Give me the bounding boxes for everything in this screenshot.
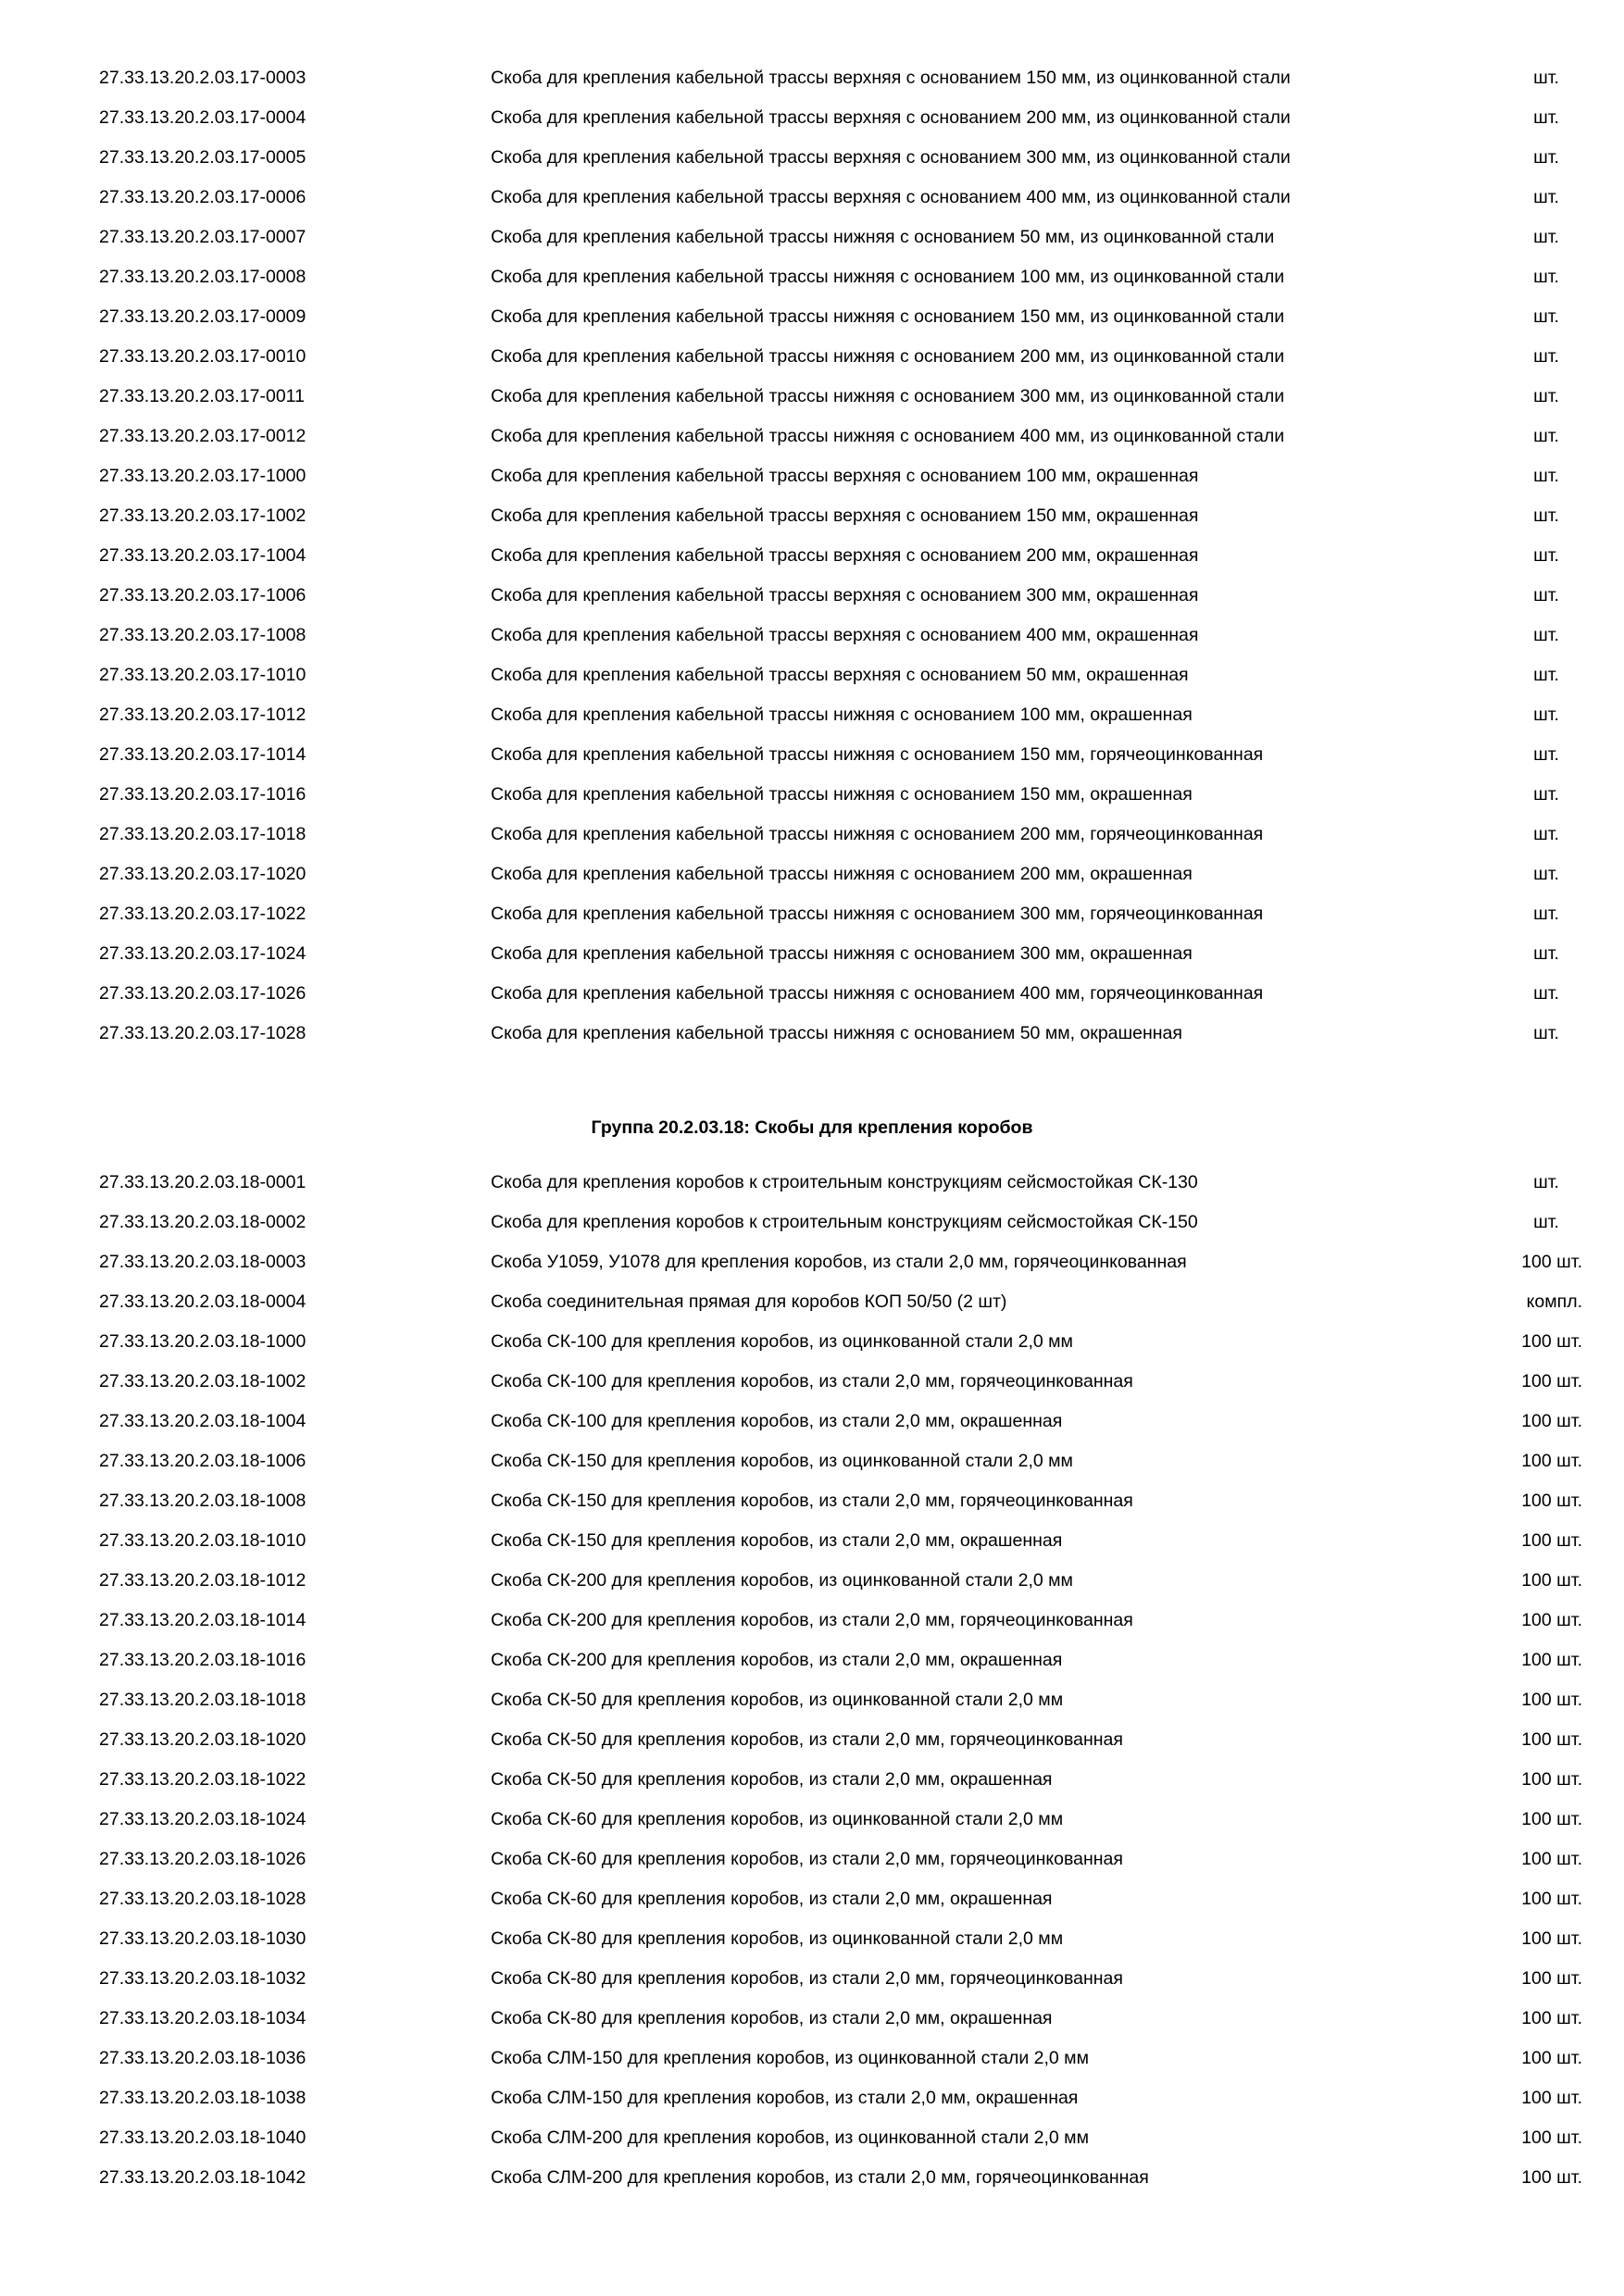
item-unit: шт.: [1533, 107, 1559, 128]
item-unit: 100 шт.: [1521, 1968, 1582, 1989]
table-row: [0, 2158, 1624, 2198]
table-row: [0, 934, 1624, 974]
item-code: 27.33.13.20.2.03.18-0001: [99, 1172, 306, 1192]
item-code: 27.33.13.20.2.03.18-1016: [99, 1650, 306, 1670]
item-name: Скоба для крепления кабельной трассы нижняя с основанием 200 мм, из оцинкованной стали: [491, 346, 1285, 367]
item-unit: шт.: [1533, 983, 1559, 1004]
item-code: 27.33.13.20.2.03.18-0004: [99, 1292, 306, 1312]
table-row: [0, 815, 1624, 855]
item-code: 27.33.13.20.2.03.17-0004: [99, 107, 306, 128]
table-row: [0, 1322, 1624, 1362]
item-name: Скоба СЛМ-150 для крепления коробов, из оцинкованной стали 2,0 мм: [491, 2048, 1089, 2068]
table-row: [0, 1282, 1624, 1322]
table-row: [0, 1481, 1624, 1521]
table-row: [0, 1760, 1624, 1800]
table-row: [0, 1362, 1624, 1402]
item-code: 27.33.13.20.2.03.17-1014: [99, 744, 306, 765]
table-row: [0, 98, 1624, 138]
table-row: [0, 218, 1624, 257]
item-unit: 100 шт.: [1521, 2088, 1582, 2108]
item-name: Скоба СК-50 для крепления коробов, из стали 2,0 мм, окрашенная: [491, 1769, 1053, 1790]
item-code: 27.33.13.20.2.03.18-1004: [99, 1411, 306, 1431]
group-heading: Группа 20.2.03.18: Скобы для крепления коробов: [591, 1117, 1033, 1138]
item-code: 27.33.13.20.2.03.17-0009: [99, 306, 306, 327]
item-code: 27.33.13.20.2.03.18-1024: [99, 1809, 306, 1829]
item-name: Скоба У1059, У1078 для крепления коробов, из стали 2,0 мм, горячеоцинкованная: [491, 1252, 1187, 1272]
table-row: [0, 1879, 1624, 1919]
item-code: 27.33.13.20.2.03.18-0002: [99, 1212, 306, 1232]
item-unit: шт.: [1533, 904, 1559, 924]
table-row: [0, 1680, 1624, 1720]
item-name: Скоба для крепления кабельной трассы нижняя с основанием 150 мм, горячеоцинкованная: [491, 744, 1264, 765]
item-unit: 100 шт.: [1521, 1809, 1582, 1829]
table-row: [0, 536, 1624, 576]
table-row: [0, 1402, 1624, 1441]
table-row: [0, 1521, 1624, 1561]
table-row: [0, 1441, 1624, 1481]
item-name: Скоба для крепления кабельной трассы нижняя с основанием 100 мм, из оцинкованной стали: [491, 267, 1285, 287]
item-code: 27.33.13.20.2.03.18-1042: [99, 2167, 306, 2188]
table-row: [0, 1999, 1624, 2039]
item-code: 27.33.13.20.2.03.17-1002: [99, 505, 306, 526]
item-name: Скоба для крепления кабельной трассы нижняя с основанием 200 мм, окрашенная: [491, 864, 1193, 884]
table-row: [0, 2039, 1624, 2078]
item-name: Скоба СК-150 для крепления коробов, из стали 2,0 мм, окрашенная: [491, 1530, 1063, 1551]
table-row: [0, 1561, 1624, 1601]
item-name: Скоба СК-80 для крепления коробов, из стали 2,0 мм, окрашенная: [491, 2008, 1053, 2028]
item-unit: 100 шт.: [1521, 1491, 1582, 1511]
item-name: Скоба для крепления кабельной трассы верхняя с основанием 200 мм, окрашенная: [491, 545, 1199, 566]
item-code: 27.33.13.20.2.03.18-1012: [99, 1570, 306, 1591]
item-code: 27.33.13.20.2.03.17-1004: [99, 545, 306, 566]
item-code: 27.33.13.20.2.03.17-0005: [99, 147, 306, 168]
item-name: Скоба СЛМ-150 для крепления коробов, из стали 2,0 мм, окрашенная: [491, 2088, 1079, 2108]
item-name: Скоба СК-80 для крепления коробов, из оцинкованной стали 2,0 мм: [491, 1928, 1064, 1949]
item-name: Скоба СК-200 для крепления коробов, из оцинкованной стали 2,0 мм: [491, 1570, 1073, 1591]
item-code: 27.33.13.20.2.03.18-1010: [99, 1530, 306, 1551]
item-name: Скоба для крепления кабельной трассы нижняя с основанием 400 мм, горячеоцинкованная: [491, 983, 1264, 1004]
item-name: Скоба СК-150 для крепления коробов, из стали 2,0 мм, горячеоцинкованная: [491, 1491, 1133, 1511]
item-code: 27.33.13.20.2.03.17-0011: [99, 386, 305, 406]
item-name: Скоба для крепления кабельной трассы верхняя с основанием 150 мм, окрашенная: [491, 505, 1199, 526]
item-code: 27.33.13.20.2.03.18-1026: [99, 1849, 306, 1869]
table-row: [0, 2118, 1624, 2158]
item-code: 27.33.13.20.2.03.18-1028: [99, 1889, 306, 1909]
item-unit: 100 шт.: [1521, 1928, 1582, 1949]
item-unit: шт.: [1533, 1212, 1559, 1232]
item-code: 27.33.13.20.2.03.17-1020: [99, 864, 306, 884]
item-unit: 100 шт.: [1521, 1769, 1582, 1790]
item-unit: 100 шт.: [1521, 1371, 1582, 1391]
item-unit: шт.: [1533, 1172, 1559, 1192]
item-name: Скоба СК-100 для крепления коробов, из стали 2,0 мм, горячеоцинкованная: [491, 1371, 1133, 1391]
item-code: 27.33.13.20.2.03.18-1002: [99, 1371, 306, 1391]
item-name: Скоба для крепления кабельной трассы нижняя с основанием 300 мм, окрашенная: [491, 943, 1193, 964]
item-name: Скоба для крепления кабельной трассы верхняя с основанием 300 мм, из оцинкованной стали: [491, 147, 1291, 168]
item-name: Скоба для крепления кабельной трассы верхняя с основанием 200 мм, из оцинкованной стали: [491, 107, 1291, 128]
table-row: [0, 695, 1624, 735]
item-name: Скоба для крепления кабельной трассы верхняя с основанием 150 мм, из оцинкованной стали: [491, 68, 1291, 88]
item-name: Скоба для крепления кабельной трассы верхняя с основанием 400 мм, окрашенная: [491, 625, 1199, 645]
item-name: Скоба для крепления кабельной трассы нижняя с основанием 150 мм, из оцинкованной стали: [491, 306, 1285, 327]
table-row: [0, 1720, 1624, 1760]
item-name: Скоба для крепления кабельной трассы нижняя с основанием 300 мм, из оцинкованной стали: [491, 386, 1285, 406]
item-code: 27.33.13.20.2.03.17-1022: [99, 904, 306, 924]
item-unit: 100 шт.: [1521, 1690, 1582, 1710]
item-name: Скоба для крепления кабельной трассы нижняя с основанием 400 мм, из оцинкованной стали: [491, 426, 1285, 446]
table-row: [0, 257, 1624, 297]
item-unit: компл.: [1526, 1292, 1582, 1312]
item-code: 27.33.13.20.2.03.17-1016: [99, 784, 306, 805]
item-unit: шт.: [1533, 505, 1559, 526]
table-row: [0, 138, 1624, 178]
item-unit: шт.: [1533, 187, 1559, 207]
table-row: [0, 337, 1624, 377]
item-code: 27.33.13.20.2.03.18-1014: [99, 1610, 306, 1630]
item-name: Скоба для крепления кабельной трассы верхняя с основанием 50 мм, окрашенная: [491, 665, 1189, 685]
item-code: 27.33.13.20.2.03.17-1006: [99, 585, 306, 605]
item-code: 27.33.13.20.2.03.17-1018: [99, 824, 306, 844]
item-code: 27.33.13.20.2.03.18-1000: [99, 1331, 306, 1352]
table-row: [0, 1601, 1624, 1641]
table-row: [0, 1840, 1624, 1879]
table-row: [0, 1203, 1624, 1242]
item-code: 27.33.13.20.2.03.17-0008: [99, 267, 306, 287]
item-code: 27.33.13.20.2.03.18-1020: [99, 1729, 306, 1750]
item-name: Скоба СК-100 для крепления коробов, из стали 2,0 мм, окрашенная: [491, 1411, 1063, 1431]
item-unit: 100 шт.: [1521, 1530, 1582, 1551]
item-name: Скоба для крепления кабельной трассы нижняя с основанием 50 мм, окрашенная: [491, 1023, 1182, 1043]
item-unit: шт.: [1533, 705, 1559, 725]
item-unit: шт.: [1533, 68, 1559, 88]
item-name: Скоба для крепления кабельной трассы верхняя с основанием 300 мм, окрашенная: [491, 585, 1199, 605]
item-unit: 100 шт.: [1521, 2167, 1582, 2188]
item-code: 27.33.13.20.2.03.17-0007: [99, 227, 306, 247]
item-code: 27.33.13.20.2.03.18-1032: [99, 1968, 306, 1989]
table-row: [0, 178, 1624, 218]
item-name: Скоба для крепления кабельной трассы нижняя с основанием 300 мм, горячеоцинкованная: [491, 904, 1264, 924]
item-unit: шт.: [1533, 824, 1559, 844]
table-row: [0, 417, 1624, 456]
item-code: 27.33.13.20.2.03.18-1022: [99, 1769, 306, 1790]
item-unit: шт.: [1533, 267, 1559, 287]
item-code: 27.33.13.20.2.03.17-1024: [99, 943, 306, 964]
table-row: [0, 735, 1624, 775]
item-name: Скоба для крепления кабельной трассы нижняя с основанием 100 мм, окрашенная: [491, 705, 1193, 725]
table-row: [0, 456, 1624, 496]
item-name: Скоба СК-60 для крепления коробов, из стали 2,0 мм, горячеоцинкованная: [491, 1849, 1123, 1869]
item-code: 27.33.13.20.2.03.18-1008: [99, 1491, 306, 1511]
item-code: 27.33.13.20.2.03.18-1018: [99, 1690, 306, 1710]
item-unit: шт.: [1533, 943, 1559, 964]
item-code: 27.33.13.20.2.03.18-1036: [99, 2048, 306, 2068]
table-row: [0, 297, 1624, 337]
item-unit: шт.: [1533, 346, 1559, 367]
table-row: [0, 576, 1624, 616]
item-unit: шт.: [1533, 306, 1559, 327]
item-unit: шт.: [1533, 545, 1559, 566]
item-code: 27.33.13.20.2.03.17-0006: [99, 187, 306, 207]
item-name: Скоба для крепления кабельной трассы верхняя с основанием 100 мм, окрашенная: [491, 466, 1199, 486]
item-code: 27.33.13.20.2.03.17-1012: [99, 705, 306, 725]
item-unit: шт.: [1533, 227, 1559, 247]
table-row: [0, 775, 1624, 815]
table-row: [0, 496, 1624, 536]
table-row: [0, 58, 1624, 98]
item-name: Скоба для крепления кабельной трассы нижняя с основанием 150 мм, окрашенная: [491, 784, 1193, 805]
item-code: 27.33.13.20.2.03.17-0003: [99, 68, 306, 88]
table-row: [0, 1641, 1624, 1680]
item-name: Скоба СК-60 для крепления коробов, из оцинкованной стали 2,0 мм: [491, 1809, 1064, 1829]
table-row: [0, 894, 1624, 934]
item-code: 27.33.13.20.2.03.18-1034: [99, 2008, 306, 2028]
item-unit: 100 шт.: [1521, 1849, 1582, 1869]
item-unit: шт.: [1533, 585, 1559, 605]
item-code: 27.33.13.20.2.03.17-1028: [99, 1023, 306, 1043]
item-unit: 100 шт.: [1521, 1451, 1582, 1471]
item-code: 27.33.13.20.2.03.18-1040: [99, 2128, 306, 2148]
item-unit: шт.: [1533, 744, 1559, 765]
item-name: Скоба СК-50 для крепления коробов, из стали 2,0 мм, горячеоцинкованная: [491, 1729, 1123, 1750]
item-unit: шт.: [1533, 864, 1559, 884]
item-name: Скоба соединительная прямая для коробов КОП 50/50 (2 шт): [491, 1292, 1007, 1312]
table-row: [0, 2078, 1624, 2118]
table-row: [0, 974, 1624, 1014]
table-row: [0, 616, 1624, 655]
item-code: 27.33.13.20.2.03.17-1010: [99, 665, 306, 685]
item-unit: 100 шт.: [1521, 1570, 1582, 1591]
item-unit: 100 шт.: [1521, 1729, 1582, 1750]
table-row: [0, 1242, 1624, 1282]
item-name: Скоба СК-150 для крепления коробов, из оцинкованной стали 2,0 мм: [491, 1451, 1073, 1471]
item-name: Скоба для крепления кабельной трассы верхняя с основанием 400 мм, из оцинкованной стали: [491, 187, 1291, 207]
item-name: Скоба для крепления кабельной трассы нижняя с основанием 200 мм, горячеоцинкованная: [491, 824, 1264, 844]
table-row: [0, 855, 1624, 894]
item-code: 27.33.13.20.2.03.17-1008: [99, 625, 306, 645]
table-row: [0, 1163, 1624, 1203]
item-name: Скоба СЛМ-200 для крепления коробов, из стали 2,0 мм, горячеоцинкованная: [491, 2167, 1149, 2188]
item-unit: 100 шт.: [1521, 1252, 1582, 1272]
item-code: 27.33.13.20.2.03.18-1006: [99, 1451, 306, 1471]
item-unit: 100 шт.: [1521, 1650, 1582, 1670]
table-row: [0, 1919, 1624, 1959]
item-code: 27.33.13.20.2.03.17-0010: [99, 346, 306, 367]
item-code: 27.33.13.20.2.03.17-1000: [99, 466, 306, 486]
item-code: 27.33.13.20.2.03.18-0003: [99, 1252, 306, 1272]
item-unit: 100 шт.: [1521, 1889, 1582, 1909]
item-code: 27.33.13.20.2.03.17-1026: [99, 983, 306, 1004]
item-code: 27.33.13.20.2.03.17-0012: [99, 426, 306, 446]
table-row: [0, 655, 1624, 695]
table-row: [0, 1800, 1624, 1840]
item-code: 27.33.13.20.2.03.18-1038: [99, 2088, 306, 2108]
item-unit: 100 шт.: [1521, 2008, 1582, 2028]
item-name: Скоба СК-60 для крепления коробов, из стали 2,0 мм, окрашенная: [491, 1889, 1053, 1909]
item-name: Скоба для крепления коробов к строительным конструкциям сейсмостойкая СК-150: [491, 1212, 1198, 1232]
item-unit: 100 шт.: [1521, 2048, 1582, 2068]
item-unit: шт.: [1533, 386, 1559, 406]
item-unit: шт.: [1533, 784, 1559, 805]
item-name: Скоба СК-100 для крепления коробов, из оцинкованной стали 2,0 мм: [491, 1331, 1073, 1352]
item-name: Скоба СК-200 для крепления коробов, из стали 2,0 мм, горячеоцинкованная: [491, 1610, 1133, 1630]
item-name: Скоба СК-80 для крепления коробов, из стали 2,0 мм, горячеоцинкованная: [491, 1968, 1123, 1989]
item-unit: шт.: [1533, 1023, 1559, 1043]
item-unit: 100 шт.: [1521, 2128, 1582, 2148]
item-unit: 100 шт.: [1521, 1411, 1582, 1431]
item-unit: шт.: [1533, 426, 1559, 446]
item-name: Скоба СК-50 для крепления коробов, из оцинкованной стали 2,0 мм: [491, 1690, 1064, 1710]
table-row: [0, 1959, 1624, 1999]
table-row: [0, 377, 1624, 417]
item-name: Скоба СК-200 для крепления коробов, из стали 2,0 мм, окрашенная: [491, 1650, 1063, 1670]
item-unit: шт.: [1533, 665, 1559, 685]
item-name: Скоба для крепления кабельной трассы нижняя с основанием 50 мм, из оцинкованной стали: [491, 227, 1275, 247]
item-unit: 100 шт.: [1521, 1610, 1582, 1630]
item-unit: 100 шт.: [1521, 1331, 1582, 1352]
item-unit: шт.: [1533, 625, 1559, 645]
item-name: Скоба для крепления коробов к строительным конструкциям сейсмостойкая СК-130: [491, 1172, 1198, 1192]
table-row: [0, 1014, 1624, 1054]
item-code: 27.33.13.20.2.03.18-1030: [99, 1928, 306, 1949]
item-unit: шт.: [1533, 147, 1559, 168]
item-unit: шт.: [1533, 466, 1559, 486]
item-name: Скоба СЛМ-200 для крепления коробов, из оцинкованной стали 2,0 мм: [491, 2128, 1089, 2148]
